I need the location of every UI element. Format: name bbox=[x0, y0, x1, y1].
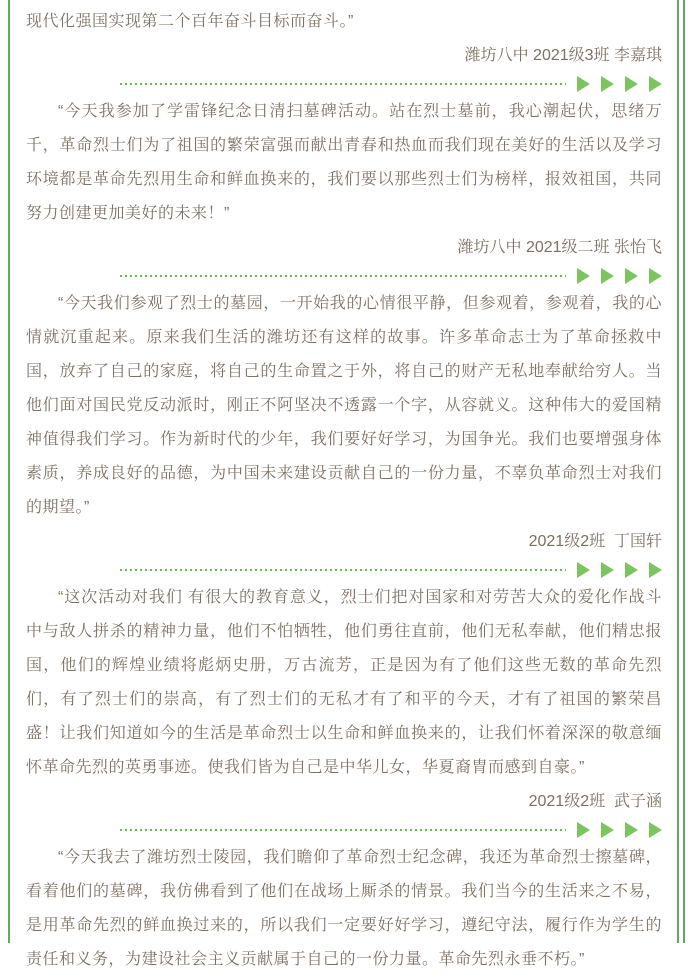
attribution-signature: 2021级2班 武子涵 bbox=[528, 793, 662, 810]
frame-line-right-inner bbox=[677, 0, 679, 943]
section-divider bbox=[26, 822, 662, 838]
triangle-right-icon bbox=[601, 76, 614, 92]
dotted-line bbox=[120, 83, 566, 85]
article-body bbox=[26, 5, 662, 977]
triangle-right-icon bbox=[649, 268, 662, 284]
testimonial-paragraph: “这次活动对我们 有很大的教育意义，烈士们把对国家和对劳苦大众的爱化作战斗中与敌人拼杀的精神力量，他们不怕牺牲，他们勇往直前，他们无私奉献，他们精忠报国，他们的辉煌业绩将彪炳史册，万古流芳，正是因为有了他们这些无数的革命先烈们，有了烈士们的崇高，有了烈士们的无私才有了和平的今天，才有了祖国的繁荣昌盛！让我们知道如今的生活是革命烈士以生命和鲜血换来的，让我们怀着深深的敬意缅怀革命先烈的英勇事迹。使我们皆为自己是中华儿女，华夏裔胄而感到自豪。” bbox=[26, 589, 662, 776]
dotted-line bbox=[120, 569, 566, 571]
section-divider bbox=[26, 76, 662, 92]
triangle-right-icon bbox=[625, 562, 638, 578]
triangle-right-icon bbox=[577, 76, 590, 92]
attribution-signature: 潍坊八中 2021级二班 张怡飞 bbox=[457, 239, 662, 256]
testimonial-paragraph: “今天我参加了学雷锋纪念日清扫墓碑活动。站在烈士墓前，我心潮起伏，思绪万千，革命烈士们为了祖国的繁荣富强而献出青春和热血而我们现在美好的生活以及学习环境都是革命先烈用生命和鲜血换来的，我们要以那些烈士们为榜样，报效祖国，共同努力创建更加美好的未来！” bbox=[26, 103, 662, 222]
dotted-line bbox=[120, 829, 566, 831]
triangle-right-icon bbox=[577, 268, 590, 284]
testimonial-paragraph: “今天我去了潍坊烈士陵园，我们瞻仰了革命烈士纪念碑，我还为革命烈士擦墓碑，看着他们的墓碑，我仿佛看到了他们在战场上厮杀的情景。我们当今的生活来之不易，是用革命先烈的鲜血换过来的，所以我们一定要好好学习，遵纪守法，履行作为学生的责任和义务，为建设社会主义贡献属于自己的一份力量。革命先烈永垂不朽。” bbox=[26, 849, 662, 968]
triangle-right-icon bbox=[601, 822, 614, 838]
triangle-right-icon bbox=[601, 562, 614, 578]
triangle-right-icon bbox=[577, 562, 590, 578]
attribution-signature: 2021级2班 丁国轩 bbox=[528, 533, 662, 550]
dotted-line bbox=[120, 275, 566, 277]
triangle-right-icon bbox=[649, 822, 662, 838]
frame-line-left bbox=[8, 0, 10, 943]
section-divider bbox=[26, 562, 662, 578]
triangle-right-icon bbox=[649, 562, 662, 578]
attribution-signature: 潍坊八中 2021级3班 李嘉琪 bbox=[464, 47, 662, 64]
testimonial-paragraph: 现代化强国实现第二个百年奋斗目标而奋斗。” bbox=[26, 13, 354, 30]
section-divider bbox=[26, 268, 662, 284]
triangle-right-icon bbox=[601, 268, 614, 284]
triangle-right-icon bbox=[577, 822, 590, 838]
triangle-right-icon bbox=[625, 268, 638, 284]
triangle-right-icon bbox=[625, 76, 638, 92]
testimonial-paragraph: “今天我们参观了烈士的墓园，一开始我的心情很平静，但参观着，参观着，我的心情就沉重起来。原来我们生活的潍坊还有这样的故事。许多革命志士为了革命拯救中国，放弃了自己的家庭，将自己的生命置之于外，将自己的财产无私地奉献给穷人。当他们面对国民党反动派时，刚正不阿坚决不透露一个字，从容就义。这种伟大的爱国精神值得我们学习。作为新时代的少年，我们要好好学习，为国争光。我们也要增强身体素质，养成良好的品德，为中国未来建设贡献自己的一份力量，不辜负革命烈士对我们的期望。” bbox=[26, 295, 662, 516]
frame-line-right-outer bbox=[683, 0, 685, 943]
triangle-right-icon bbox=[625, 822, 638, 838]
triangle-right-icon bbox=[649, 76, 662, 92]
